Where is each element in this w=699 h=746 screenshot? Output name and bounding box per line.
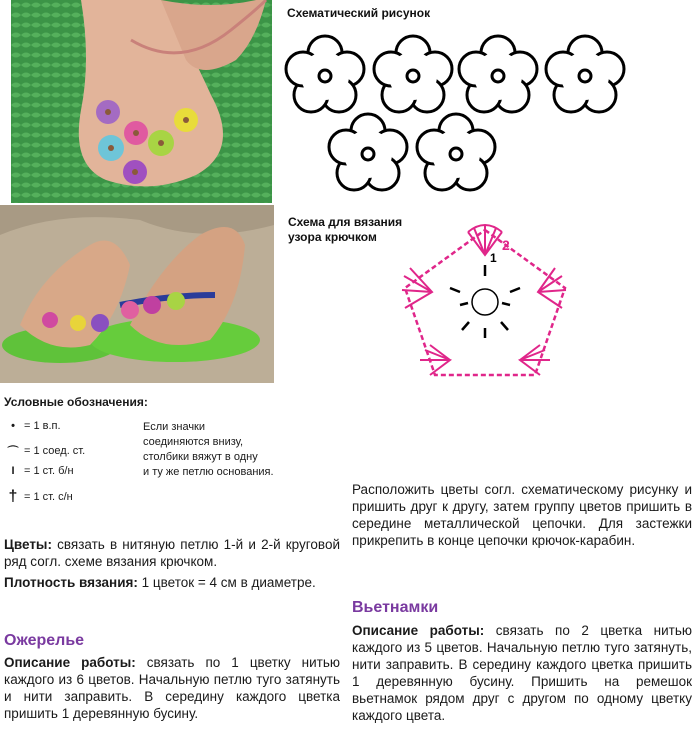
photo-necklace-on-foot xyxy=(11,0,272,203)
flowers-paragraph: Цветы: связать в нитяную петлю 1-й и 2-й круговой ряд согл. схеме вязания крючком. xyxy=(4,537,340,569)
flipflops-paragraph: Описание работы: связать по 2 цветка нитью каждого из 5 цветов. Начальную петлю туго затянуть, нити заправить. В середину каждого цветка пришить 1 деревянную бусину. Пришить на ремешок вьетнамок рядом друг с другом по одному цветку каждого цвета. xyxy=(352,623,692,723)
schematic-flowers-drawing xyxy=(280,28,640,208)
double-crochet-icon: † xyxy=(8,488,18,505)
necklace-paragraph: Описание работы: связать по 1 цветку нитью каждого из 6 цветов. Начальную петлю туго затянуть и нити заправить. В середину каждого цветка пришить 1 деревянную бусину. xyxy=(4,655,340,721)
legend-item-double-crochet: † = 1 ст. с/н xyxy=(6,488,73,506)
crochet-scheme-caption: Схема для вязания узора крючком xyxy=(288,215,403,244)
chain-stitch-icon: • xyxy=(11,420,15,432)
density-paragraph: Плотность вязания: 1 цветок = 4 см в диаметре. xyxy=(4,575,316,590)
necklace-heading: Ожерелье xyxy=(4,632,85,649)
crochet-scheme-diagram xyxy=(390,210,580,390)
legend-item-chain: • = 1 в.п. xyxy=(6,420,61,432)
slip-stitch-icon: ⌒ xyxy=(7,446,19,458)
schematic-caption: Схематический рисунок xyxy=(287,6,431,20)
single-crochet-icon: I xyxy=(11,465,15,477)
flipflops-heading: Вьетнамки xyxy=(352,599,439,616)
arrange-paragraph: Расположить цветы согл. схематическому рисунку и пришить друг к другу, затем группу цветов пришить в середине металлической цепочки. Для застежки прикрепить в конце цепочки крючок-карабин. xyxy=(352,482,692,548)
scheme-row-1-number: 1 xyxy=(490,251,497,265)
photo-flipflops-on-sand xyxy=(0,205,274,383)
scheme-row-2-number: 2 xyxy=(502,237,510,253)
legend-item-slip: ⌒ = 1 соед. ст. xyxy=(7,445,86,458)
legend-note: Если значки соединяются внизу, столбики вяжут в одну и ту же петлю основания. xyxy=(143,421,274,478)
legend-title: Условные обозначения: xyxy=(4,395,148,409)
legend-item-single-crochet: I = 1 ст. б/н xyxy=(6,465,74,477)
